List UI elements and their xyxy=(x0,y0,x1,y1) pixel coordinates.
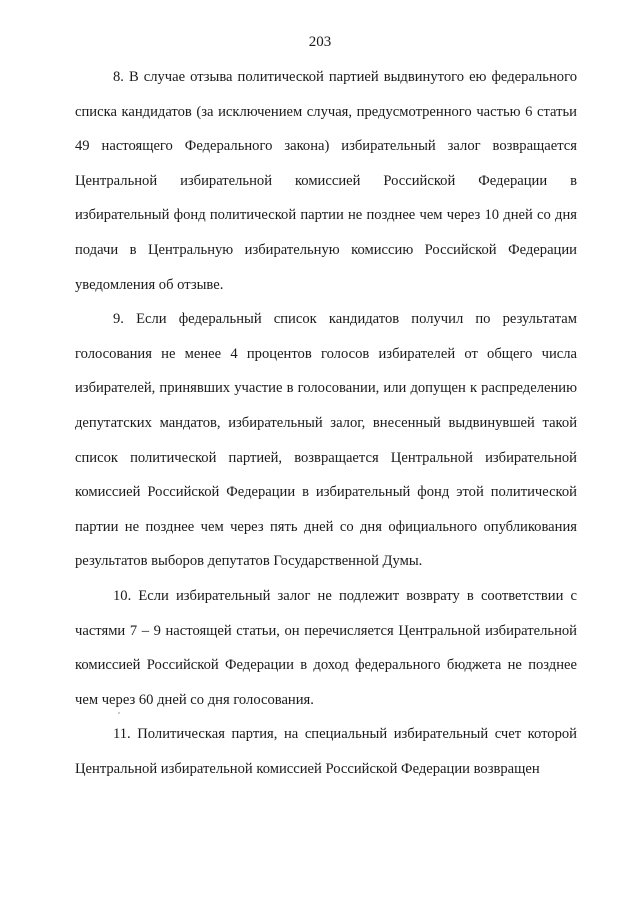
paragraph-8: 8. В случае отзыва политической партией выдвинутого ею федерального списка кандидатов (за исключением случая, предусмотренного частью 6 статьи 49 настоящего Федерального закона) избирательный залог возвращается Центральной избирательной комиссией Российской Федерации в избирательный фонд политической партии не позднее чем через 10 дней со дня подачи в Центральную избирательную комиссию Российской Федерации уведомления об отзыве. xyxy=(75,69,577,293)
paragraph-10: 10. Если избирательный залог не подлежит возврату в соответствии с частями 7 – 9 настоящей статьи, он перечисляется Центральной избирательной комиссией Российской Федерации в доход федерального бюджета не позднее чем через 60 дней со дня голосования. xyxy=(75,587,577,708)
scan-artifact-dot xyxy=(118,712,120,714)
document-body xyxy=(75,60,577,786)
paragraph-9: 9. Если федеральный список кандидатов получил по результатам голосования не менее 4 процентов голосов избирателей от общего числа избирателей, принявших участие в голосовании, или допущен к распределению депутатских мандатов, избирательный залог, внесенный выдвинувшей такой список политической партией, возвращается Центральной избирательной комиссией Российской Федерации в избирательный фонд этой политической партии не позднее чем через пять дней со дня официального опубликования результатов выборов депутатов Государственной Думы. xyxy=(75,311,577,570)
page-number: 203 xyxy=(308,34,332,50)
paragraph-11: 11. Политическая партия, на специальный избирательный счет которой Центральной избирательной комиссией Российской Федерации возвращен xyxy=(75,726,577,777)
